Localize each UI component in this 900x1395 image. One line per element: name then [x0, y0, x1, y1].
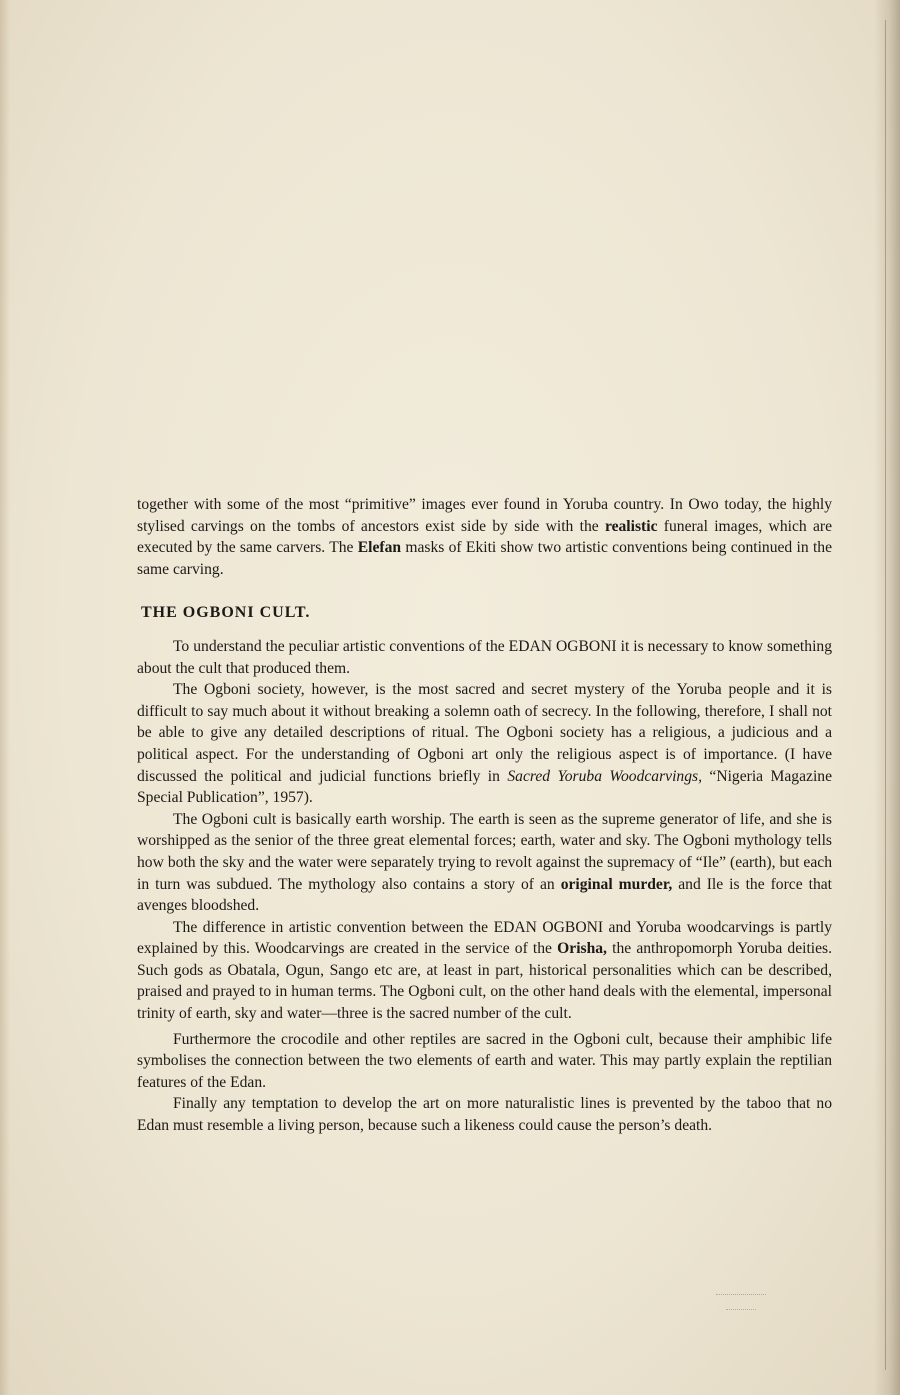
bold-term-elefan: Elefan — [357, 539, 402, 557]
page-right-edge — [874, 0, 900, 1395]
paragraph-5: Furthermore the crocodile and other reptiles are sacred in the Ogboni cult, because their amphibic life symbolises the connection between the two elements of earth and water. This may partly explain the reptilian features of the Edan. — [137, 1030, 832, 1091]
paragraph-3: The Ogboni cult is basically earth worship. The earth is seen as the supreme generator of life, and she is worshipped as the senior of the three great elemental forces; earth, water and sky. The Ogboni mythology tells how both the sky and the water were separately trying to revolt against the supremacy of “Ile” (earth), but each in turn was subdued. The mythology also contains a story of an original murder, and Ile is the force that avenges bloodshed. — [137, 810, 833, 915]
article-body — [137, 494, 832, 1137]
bold-term-orisha: Orisha, — [557, 940, 607, 958]
paragraph-1: To understand the peculiar artistic conventions of the EDAN OGBONI it is necessary to know something about the cult that produced them. — [137, 637, 832, 677]
intro-paragraph: together with some of the most “primitive” images ever found in Yoruba country. In Owo today, the highly stylised carvings on the tombs of ancestors exist side by side with the realistic funeral images, which are executed by the same carvers. The Elefan masks of Ekiti show two artistic conventions being continued in the same carving. — [137, 496, 832, 578]
page-fold-line — [885, 20, 886, 1370]
bold-term-original-murder: original murder, — [560, 875, 673, 893]
paragraph-6: Finally any temptation to develop the art on more naturalistic lines is prevented by the taboo that no Edan must resemble a living person, because such a likeness could cause the person’s death. — [137, 1095, 832, 1135]
page-left-edge — [0, 0, 10, 1395]
section-heading: THE OGBONI CULT. — [141, 604, 311, 622]
faint-smudge-mark — [712, 1282, 782, 1322]
paragraph-2: The Ogboni society, however, is the most sacred and secret mystery of the Yoruba people and it is difficult to say much about it without breaking a solemn oath of secrecy. In the following, therefore, I shall not be able to give any detailed descriptions of ritual. The Ogboni society has a religious, a judicious and a political aspect. For the understanding of Ogboni art only the religious aspect is of importance. (I have discussed the political and judicial functions briefly in Sacred Yoruba Woodcarvings, “Nigeria Magazine Special Publication”, 1957). — [137, 681, 832, 807]
smudge-stroke — [716, 1288, 766, 1295]
paragraph-4: The difference in artistic convention between the EDAN OGBONI and Yoruba woodcarvings is partly explained by this. Woodcarvings are created in the service of the Orisha, the anthropomorph Yoruba deities. Such gods as Obatala, Ogun, Sango etc are, at least in part, historical personalities which can be described, praised and prayed to in human terms. The Ogboni cult, on the other hand deals with the elemental, impersonal trinity of earth, sky and water—three is the sacred number of the cult. — [137, 918, 832, 1023]
book-title: Sacred Yoruba Woodcarvings, — [507, 767, 702, 785]
smudge-stroke — [726, 1304, 756, 1310]
bold-term-realistic: realistic — [604, 517, 658, 535]
